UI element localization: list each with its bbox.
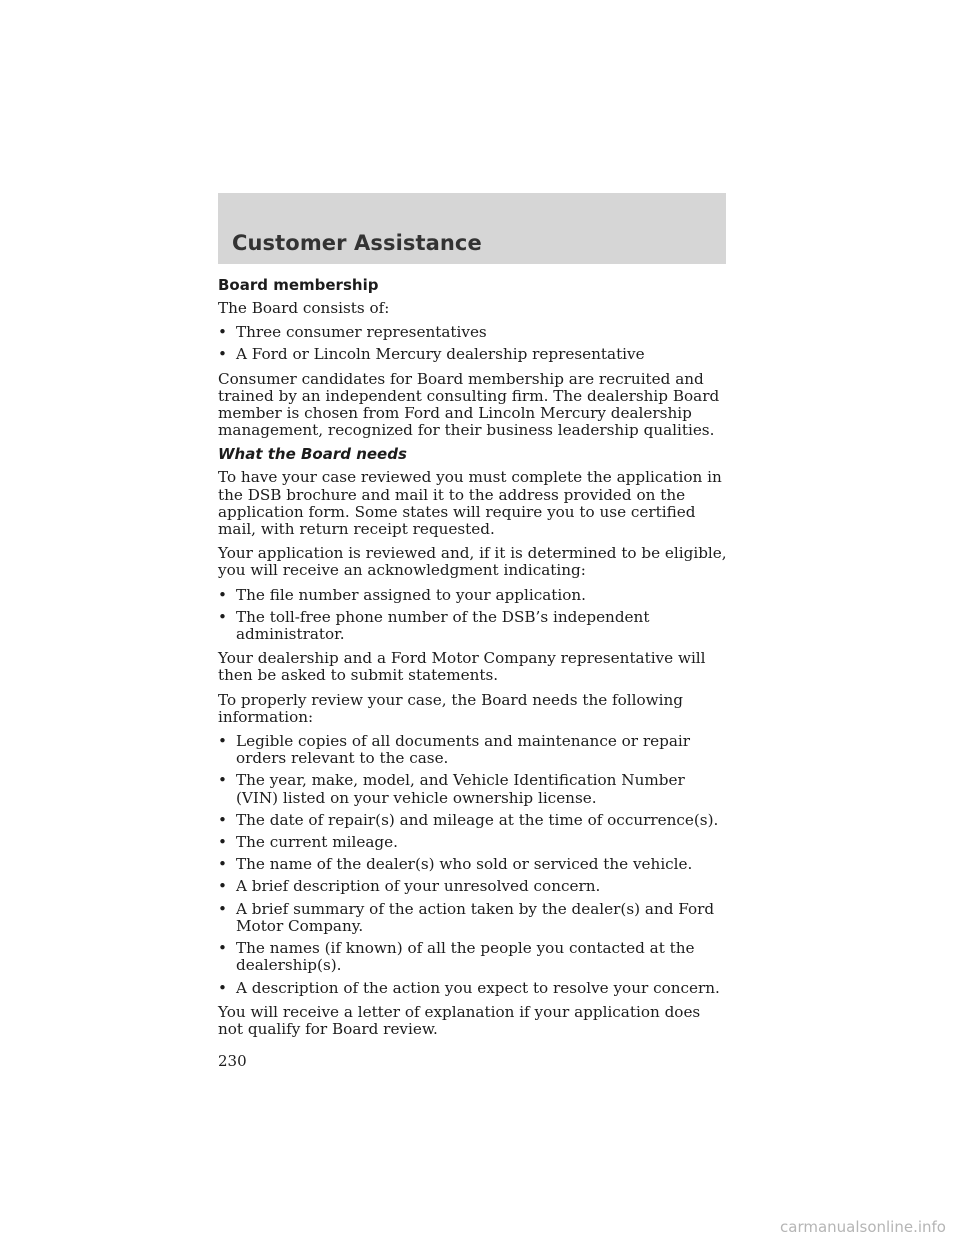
- acknowledgment-list: [218, 587, 730, 644]
- list-item: • The year, make, model, and Vehicle Identification Number (VIN) listed on your vehicle ownership license.: [218, 772, 730, 806]
- board-needs-p2: Your application is reviewed and, if it is determined to be eligible, you will receive an acknowledgment indicating:: [218, 544, 727, 580]
- list-item: • A Ford or Lincoln Mercury dealership representative: [218, 346, 730, 363]
- list-item: • The name of the dealer(s) who sold or serviced the vehicle.: [218, 856, 730, 873]
- board-intro: The Board consists of:: [218, 299, 390, 317]
- list-item: • The current mileage.: [218, 834, 730, 851]
- list-item: • The names (if known) of all the people you contacted at the dealership(s).: [218, 940, 730, 974]
- section-title: Customer Assistance: [232, 231, 482, 255]
- list-item: • A description of the action you expect to resolve your concern.: [218, 980, 730, 997]
- list-item: • Three consumer representatives: [218, 324, 730, 341]
- board-membership-body: Consumer candidates for Board membership are recruited and trained by an independent consulting firm. The dealership Board member is chosen from Ford and Lincoln Mercury dealership management, recognized for their business leadership qualities.: [218, 369, 720, 440]
- board-members-list: [218, 324, 730, 363]
- list-item: • The toll-free phone number of the DSB’s independent administrator.: [218, 609, 730, 643]
- board-needs-heading: What the Board needs: [218, 445, 407, 464]
- watermark: carmanualsonline.info: [780, 1218, 946, 1236]
- required-info-list: [218, 733, 730, 997]
- board-needs-p1: To have your case reviewed you must complete the application in the DSB brochure and mail it to the address provided on the application form. Some states will require you to use certified mail, with return receipt requested.: [218, 468, 722, 539]
- page-number: 230: [218, 1052, 247, 1070]
- list-item: • Legible copies of all documents and maintenance or repair orders relevant to the case.: [218, 733, 730, 767]
- page-content: [218, 277, 730, 1045]
- list-item: • The date of repair(s) and mileage at the time of occurrence(s).: [218, 812, 730, 829]
- board-needs-p4: To properly review your case, the Board needs the following information:: [218, 690, 684, 726]
- list-item: • The file number assigned to your application.: [218, 587, 730, 604]
- list-item: • A brief summary of the action taken by the dealer(s) and Ford Motor Company.: [218, 901, 730, 935]
- list-item: • A brief description of your unresolved concern.: [218, 878, 730, 895]
- board-needs-p5: You will receive a letter of explanation if your application does not qualify for Board review.: [218, 1002, 701, 1038]
- board-needs-p3: Your dealership and a Ford Motor Company representative will then be asked to submit statements.: [218, 649, 706, 685]
- board-membership-heading: Board membership: [218, 276, 379, 294]
